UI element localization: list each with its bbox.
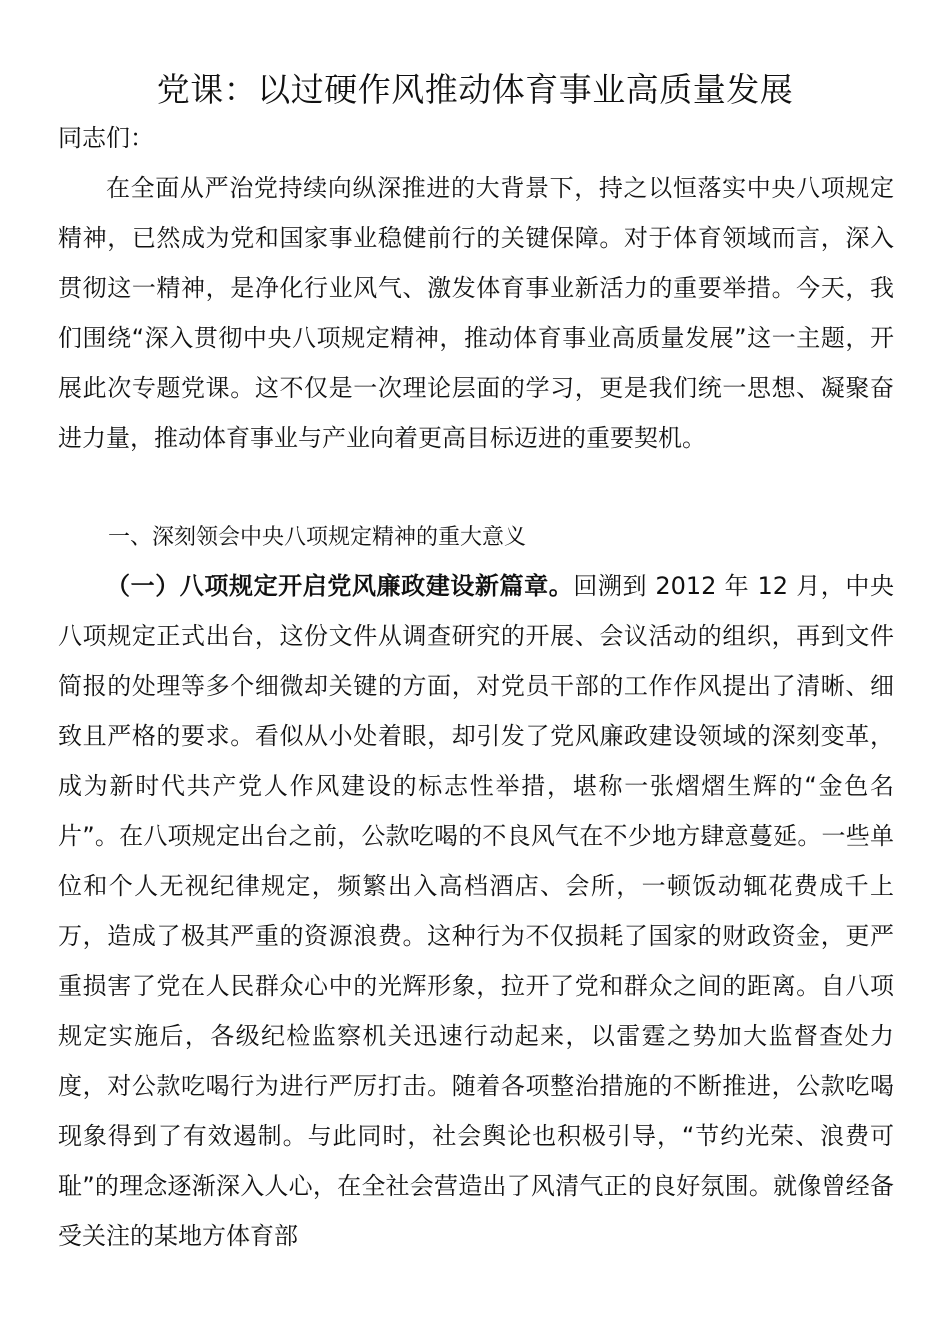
intro-paragraph: 在全面从严治党持续向纵深推进的大背景下，持之以恒落实中央八项规定精神，已然成为党和国家事业稳健前行的关键保障。对于体育领域而言，深入贯彻这一精神，是净化行业风气、激发体育事业新活力的重要举措。今天，我们围绕“深入贯彻中央八项规定精神，推动体育事业高质量发展”这一主题，开展此次专题党课。这不仅是一次理论层面的学习，更是我们统一思想、凝聚奋进力量，推动体育事业与产业向着更高目标迈进的重要契机。 — [58, 174, 894, 452]
section-heading: 一、深刻领会中央八项规定精神的重大意义 — [108, 525, 527, 550]
document-title: 党课：以过硬作风推动体育事业高质量发展 — [156, 70, 794, 109]
salutation: 同志们： — [58, 124, 154, 152]
subsection-paragraph — [58, 561, 894, 1261]
subsection-lead: （一）八项规定开启党风廉政建设新篇章。 — [106, 572, 574, 600]
subsection-text: 回溯到 2012 年 12 月，中央八项规定正式出台，这份文件从调查研究的开展、会议活动的组织，再到文件简报的处理等多个细微却关键的方面，对党员干部的工作作风提出了清晰、细致且严格的要求。看似从小处着眼，却引发了党风廉政建设领域的深刻变革，成为新时代共产党人作风建设的标志性举措，堪称一张熠熠生辉的“金色名片”。在八项规定出台之前，公款吃喝的不良风气在不少地方肆意蔓延。一些单位和个人无视纪律规定，频繁出入高档酒店、会所，一顿饭动辄花费成千上万，造成了极其严重的资源浪费。这种行为不仅损耗了国家的财政资金，更严重损害了党在人民群众心中的光辉形象，拉开了党和群众之间的距离。自八项规定实施后，各级纪检监察机关迅速行动起来，以雷霆之势加大监督查处力度，对公款吃喝行为进行严厉打击。随着各项整治措施的不断推进，公款吃喝现象得到了有效遏制。与此同时，社会舆论也积极引导，“节约光荣、浪费可耻”的理念逐渐深入人心，在全社会营造出了风清气正的良好氛围。就像曾经备受关注的某地方体育部 — [58, 572, 894, 1250]
